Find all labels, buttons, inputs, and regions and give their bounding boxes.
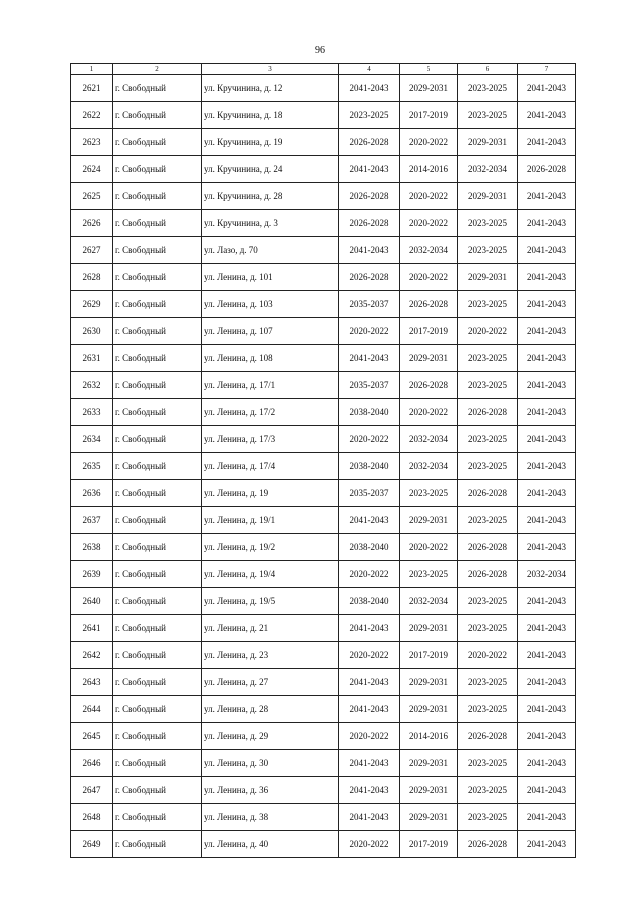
period-col-4-cell: 2035-2037 [339, 291, 400, 318]
period-col-4-cell: 2038-2040 [339, 399, 400, 426]
period-col-7-cell: 2041-2043 [518, 399, 576, 426]
period-col-6-cell: 2023-2025 [458, 453, 518, 480]
table-row [71, 291, 576, 318]
period-col-4-cell: 2041-2043 [339, 75, 400, 102]
table-row [71, 345, 576, 372]
address-cell: ул. Ленина, д. 19/4 [202, 561, 339, 588]
period-col-5-cell: 2023-2025 [400, 561, 458, 588]
city-cell: г. Свободный [113, 399, 202, 426]
city-cell: г. Свободный [113, 534, 202, 561]
row-number-cell: 2634 [71, 426, 113, 453]
period-col-6-cell: 2023-2025 [458, 615, 518, 642]
table-row [71, 831, 576, 858]
period-col-5-cell: 2032-2034 [400, 588, 458, 615]
period-col-7-cell: 2041-2043 [518, 453, 576, 480]
row-number-cell: 2624 [71, 156, 113, 183]
period-col-5-cell: 2017-2019 [400, 318, 458, 345]
period-col-5-cell: 2026-2028 [400, 291, 458, 318]
table-row [71, 237, 576, 264]
period-col-6-cell: 2023-2025 [458, 507, 518, 534]
period-col-7-cell: 2041-2043 [518, 831, 576, 858]
row-number-cell: 2621 [71, 75, 113, 102]
period-col-6-cell: 2029-2031 [458, 183, 518, 210]
city-cell: г. Свободный [113, 237, 202, 264]
period-col-4-cell: 2041-2043 [339, 669, 400, 696]
row-number-cell: 2641 [71, 615, 113, 642]
row-number-cell: 2647 [71, 777, 113, 804]
period-col-6-cell: 2023-2025 [458, 237, 518, 264]
period-col-7-cell: 2041-2043 [518, 318, 576, 345]
period-col-4-cell: 2035-2037 [339, 480, 400, 507]
table-row [71, 210, 576, 237]
city-cell: г. Свободный [113, 777, 202, 804]
period-col-5-cell: 2029-2031 [400, 75, 458, 102]
period-col-7-cell: 2041-2043 [518, 804, 576, 831]
address-cell: ул. Ленина, д. 28 [202, 696, 339, 723]
row-number-cell: 2636 [71, 480, 113, 507]
city-cell: г. Свободный [113, 426, 202, 453]
period-col-6-cell: 2026-2028 [458, 723, 518, 750]
city-cell: г. Свободный [113, 129, 202, 156]
city-cell: г. Свободный [113, 507, 202, 534]
period-col-7-cell: 2041-2043 [518, 102, 576, 129]
period-col-5-cell: 2020-2022 [400, 129, 458, 156]
city-cell: г. Свободный [113, 183, 202, 210]
table-row [71, 750, 576, 777]
column-header-6: 6 [458, 64, 518, 75]
period-col-5-cell: 2020-2022 [400, 534, 458, 561]
period-col-4-cell: 2020-2022 [339, 642, 400, 669]
city-cell: г. Свободный [113, 696, 202, 723]
table-row [71, 588, 576, 615]
row-number-cell: 2643 [71, 669, 113, 696]
table-row [71, 561, 576, 588]
period-col-7-cell: 2041-2043 [518, 372, 576, 399]
column-header-7: 7 [518, 64, 576, 75]
row-number-cell: 2635 [71, 453, 113, 480]
period-col-5-cell: 2017-2019 [400, 102, 458, 129]
period-col-5-cell: 2032-2034 [400, 237, 458, 264]
address-cell: ул. Ленина, д. 40 [202, 831, 339, 858]
period-col-5-cell: 2020-2022 [400, 399, 458, 426]
period-col-7-cell: 2026-2028 [518, 156, 576, 183]
period-col-4-cell: 2035-2037 [339, 372, 400, 399]
period-col-4-cell: 2041-2043 [339, 156, 400, 183]
address-cell: ул. Кручинина, д. 19 [202, 129, 339, 156]
city-cell: г. Свободный [113, 561, 202, 588]
period-col-7-cell: 2041-2043 [518, 534, 576, 561]
address-cell: ул. Ленина, д. 101 [202, 264, 339, 291]
column-header-4: 4 [339, 64, 400, 75]
period-col-6-cell: 2026-2028 [458, 561, 518, 588]
row-number-cell: 2642 [71, 642, 113, 669]
row-number-cell: 2644 [71, 696, 113, 723]
column-header-2: 2 [113, 64, 202, 75]
address-cell: ул. Ленина, д. 17/1 [202, 372, 339, 399]
address-cell: ул. Ленина, д. 107 [202, 318, 339, 345]
period-col-6-cell: 2026-2028 [458, 480, 518, 507]
city-cell: г. Свободный [113, 156, 202, 183]
period-col-4-cell: 2026-2028 [339, 183, 400, 210]
period-col-7-cell: 2041-2043 [518, 669, 576, 696]
address-cell: ул. Ленина, д. 19/1 [202, 507, 339, 534]
period-col-4-cell: 2041-2043 [339, 507, 400, 534]
address-cell: ул. Ленина, д. 23 [202, 642, 339, 669]
row-number-cell: 2638 [71, 534, 113, 561]
city-cell: г. Свободный [113, 318, 202, 345]
column-header-3: 3 [202, 64, 339, 75]
period-col-5-cell: 2020-2022 [400, 264, 458, 291]
table-header [71, 64, 576, 75]
period-col-4-cell: 2041-2043 [339, 777, 400, 804]
address-cell: ул. Ленина, д. 36 [202, 777, 339, 804]
address-cell: ул. Кручинина, д. 28 [202, 183, 339, 210]
period-col-6-cell: 2020-2022 [458, 318, 518, 345]
row-number-cell: 2622 [71, 102, 113, 129]
city-cell: г. Свободный [113, 804, 202, 831]
period-col-5-cell: 2026-2028 [400, 372, 458, 399]
table-row [71, 183, 576, 210]
period-col-5-cell: 2023-2025 [400, 480, 458, 507]
period-col-4-cell: 2041-2043 [339, 750, 400, 777]
period-col-4-cell: 2023-2025 [339, 102, 400, 129]
period-col-6-cell: 2023-2025 [458, 588, 518, 615]
table-row [71, 480, 576, 507]
row-number-cell: 2629 [71, 291, 113, 318]
row-number-cell: 2639 [71, 561, 113, 588]
period-col-7-cell: 2041-2043 [518, 75, 576, 102]
period-col-5-cell: 2029-2031 [400, 777, 458, 804]
period-col-4-cell: 2038-2040 [339, 588, 400, 615]
city-cell: г. Свободный [113, 750, 202, 777]
period-col-5-cell: 2029-2031 [400, 804, 458, 831]
table-row [71, 804, 576, 831]
table-row [71, 696, 576, 723]
table-row [71, 264, 576, 291]
period-col-5-cell: 2014-2016 [400, 156, 458, 183]
row-number-cell: 2646 [71, 750, 113, 777]
period-col-4-cell: 2041-2043 [339, 237, 400, 264]
period-col-6-cell: 2023-2025 [458, 102, 518, 129]
period-col-7-cell: 2041-2043 [518, 588, 576, 615]
column-header-5: 5 [400, 64, 458, 75]
period-col-6-cell: 2023-2025 [458, 777, 518, 804]
period-col-6-cell: 2020-2022 [458, 642, 518, 669]
address-cell: ул. Ленина, д. 19/2 [202, 534, 339, 561]
page-number: 96 [315, 45, 325, 56]
row-number-cell: 2640 [71, 588, 113, 615]
address-cell: ул. Ленина, д. 27 [202, 669, 339, 696]
address-cell: ул. Кручинина, д. 18 [202, 102, 339, 129]
table-row [71, 156, 576, 183]
address-cell: ул. Кручинина, д. 3 [202, 210, 339, 237]
period-col-7-cell: 2041-2043 [518, 723, 576, 750]
period-col-7-cell: 2041-2043 [518, 615, 576, 642]
city-cell: г. Свободный [113, 453, 202, 480]
period-col-6-cell: 2023-2025 [458, 804, 518, 831]
address-cell: ул. Ленина, д. 21 [202, 615, 339, 642]
city-cell: г. Свободный [113, 102, 202, 129]
row-number-cell: 2648 [71, 804, 113, 831]
period-col-4-cell: 2020-2022 [339, 426, 400, 453]
period-col-7-cell: 2041-2043 [518, 237, 576, 264]
period-col-5-cell: 2017-2019 [400, 642, 458, 669]
period-col-6-cell: 2023-2025 [458, 291, 518, 318]
period-col-4-cell: 2020-2022 [339, 723, 400, 750]
header-row [71, 64, 576, 75]
address-cell: ул. Ленина, д. 108 [202, 345, 339, 372]
period-col-4-cell: 2020-2022 [339, 831, 400, 858]
row-number-cell: 2626 [71, 210, 113, 237]
city-cell: г. Свободный [113, 642, 202, 669]
period-col-7-cell: 2041-2043 [518, 210, 576, 237]
table-row [71, 777, 576, 804]
address-cell: ул. Ленина, д. 38 [202, 804, 339, 831]
period-col-4-cell: 2041-2043 [339, 696, 400, 723]
period-col-6-cell: 2032-2034 [458, 156, 518, 183]
address-cell: ул. Ленина, д. 17/2 [202, 399, 339, 426]
city-cell: г. Свободный [113, 372, 202, 399]
period-col-6-cell: 2026-2028 [458, 831, 518, 858]
row-number-cell: 2628 [71, 264, 113, 291]
period-col-6-cell: 2023-2025 [458, 75, 518, 102]
table-body [71, 75, 576, 858]
period-col-4-cell: 2020-2022 [339, 318, 400, 345]
period-col-7-cell: 2041-2043 [518, 291, 576, 318]
period-col-7-cell: 2041-2043 [518, 264, 576, 291]
address-cell: ул. Кручинина, д. 24 [202, 156, 339, 183]
period-col-5-cell: 2017-2019 [400, 831, 458, 858]
period-col-7-cell: 2041-2043 [518, 480, 576, 507]
period-col-4-cell: 2026-2028 [339, 129, 400, 156]
address-cell: ул. Ленина, д. 19 [202, 480, 339, 507]
period-col-5-cell: 2029-2031 [400, 669, 458, 696]
period-col-5-cell: 2029-2031 [400, 750, 458, 777]
period-col-4-cell: 2020-2022 [339, 561, 400, 588]
row-number-cell: 2633 [71, 399, 113, 426]
table-row [71, 318, 576, 345]
period-col-6-cell: 2023-2025 [458, 345, 518, 372]
address-cell: ул. Ленина, д. 29 [202, 723, 339, 750]
period-col-4-cell: 2026-2028 [339, 210, 400, 237]
table-row [71, 669, 576, 696]
city-cell: г. Свободный [113, 345, 202, 372]
row-number-cell: 2625 [71, 183, 113, 210]
table-row [71, 642, 576, 669]
period-col-6-cell: 2029-2031 [458, 129, 518, 156]
period-col-4-cell: 2038-2040 [339, 534, 400, 561]
period-col-7-cell: 2041-2043 [518, 750, 576, 777]
period-col-6-cell: 2029-2031 [458, 264, 518, 291]
city-cell: г. Свободный [113, 291, 202, 318]
address-cell: ул. Ленина, д. 17/3 [202, 426, 339, 453]
city-cell: г. Свободный [113, 588, 202, 615]
period-col-4-cell: 2041-2043 [339, 345, 400, 372]
period-col-7-cell: 2032-2034 [518, 561, 576, 588]
city-cell: г. Свободный [113, 480, 202, 507]
repair-schedule-table [70, 63, 576, 858]
period-col-4-cell: 2041-2043 [339, 615, 400, 642]
period-col-5-cell: 2020-2022 [400, 210, 458, 237]
table-row [71, 453, 576, 480]
city-cell: г. Свободный [113, 615, 202, 642]
period-col-7-cell: 2041-2043 [518, 642, 576, 669]
period-col-7-cell: 2041-2043 [518, 426, 576, 453]
period-col-4-cell: 2038-2040 [339, 453, 400, 480]
address-cell: ул. Ленина, д. 19/5 [202, 588, 339, 615]
period-col-6-cell: 2026-2028 [458, 534, 518, 561]
table-row [71, 75, 576, 102]
city-cell: г. Свободный [113, 831, 202, 858]
period-col-5-cell: 2032-2034 [400, 453, 458, 480]
row-number-cell: 2627 [71, 237, 113, 264]
address-cell: ул. Ленина, д. 17/4 [202, 453, 339, 480]
city-cell: г. Свободный [113, 669, 202, 696]
period-col-5-cell: 2029-2031 [400, 507, 458, 534]
table-row [71, 615, 576, 642]
period-col-5-cell: 2029-2031 [400, 615, 458, 642]
period-col-6-cell: 2023-2025 [458, 372, 518, 399]
city-cell: г. Свободный [113, 723, 202, 750]
period-col-7-cell: 2041-2043 [518, 507, 576, 534]
city-cell: г. Свободный [113, 210, 202, 237]
row-number-cell: 2632 [71, 372, 113, 399]
period-col-6-cell: 2026-2028 [458, 399, 518, 426]
period-col-5-cell: 2029-2031 [400, 696, 458, 723]
row-number-cell: 2637 [71, 507, 113, 534]
table-row [71, 507, 576, 534]
period-col-7-cell: 2041-2043 [518, 777, 576, 804]
period-col-4-cell: 2041-2043 [339, 804, 400, 831]
table-row [71, 426, 576, 453]
table-row [71, 102, 576, 129]
period-col-6-cell: 2023-2025 [458, 750, 518, 777]
period-col-6-cell: 2023-2025 [458, 696, 518, 723]
period-col-5-cell: 2029-2031 [400, 345, 458, 372]
row-number-cell: 2645 [71, 723, 113, 750]
city-cell: г. Свободный [113, 75, 202, 102]
period-col-6-cell: 2023-2025 [458, 669, 518, 696]
table-row [71, 723, 576, 750]
period-col-5-cell: 2032-2034 [400, 426, 458, 453]
period-col-7-cell: 2041-2043 [518, 345, 576, 372]
row-number-cell: 2623 [71, 129, 113, 156]
period-col-6-cell: 2023-2025 [458, 210, 518, 237]
period-col-7-cell: 2041-2043 [518, 183, 576, 210]
period-col-6-cell: 2023-2025 [458, 426, 518, 453]
period-col-5-cell: 2014-2016 [400, 723, 458, 750]
city-cell: г. Свободный [113, 264, 202, 291]
table-row [71, 399, 576, 426]
address-cell: ул. Лазо, д. 70 [202, 237, 339, 264]
address-cell: ул. Ленина, д. 30 [202, 750, 339, 777]
table-row [71, 372, 576, 399]
column-header-1: 1 [71, 64, 113, 75]
row-number-cell: 2631 [71, 345, 113, 372]
period-col-7-cell: 2041-2043 [518, 129, 576, 156]
row-number-cell: 2630 [71, 318, 113, 345]
row-number-cell: 2649 [71, 831, 113, 858]
period-col-5-cell: 2020-2022 [400, 183, 458, 210]
period-col-4-cell: 2026-2028 [339, 264, 400, 291]
address-cell: ул. Кручинина, д. 12 [202, 75, 339, 102]
period-col-7-cell: 2041-2043 [518, 696, 576, 723]
address-cell: ул. Ленина, д. 103 [202, 291, 339, 318]
table-row [71, 129, 576, 156]
table-row [71, 534, 576, 561]
